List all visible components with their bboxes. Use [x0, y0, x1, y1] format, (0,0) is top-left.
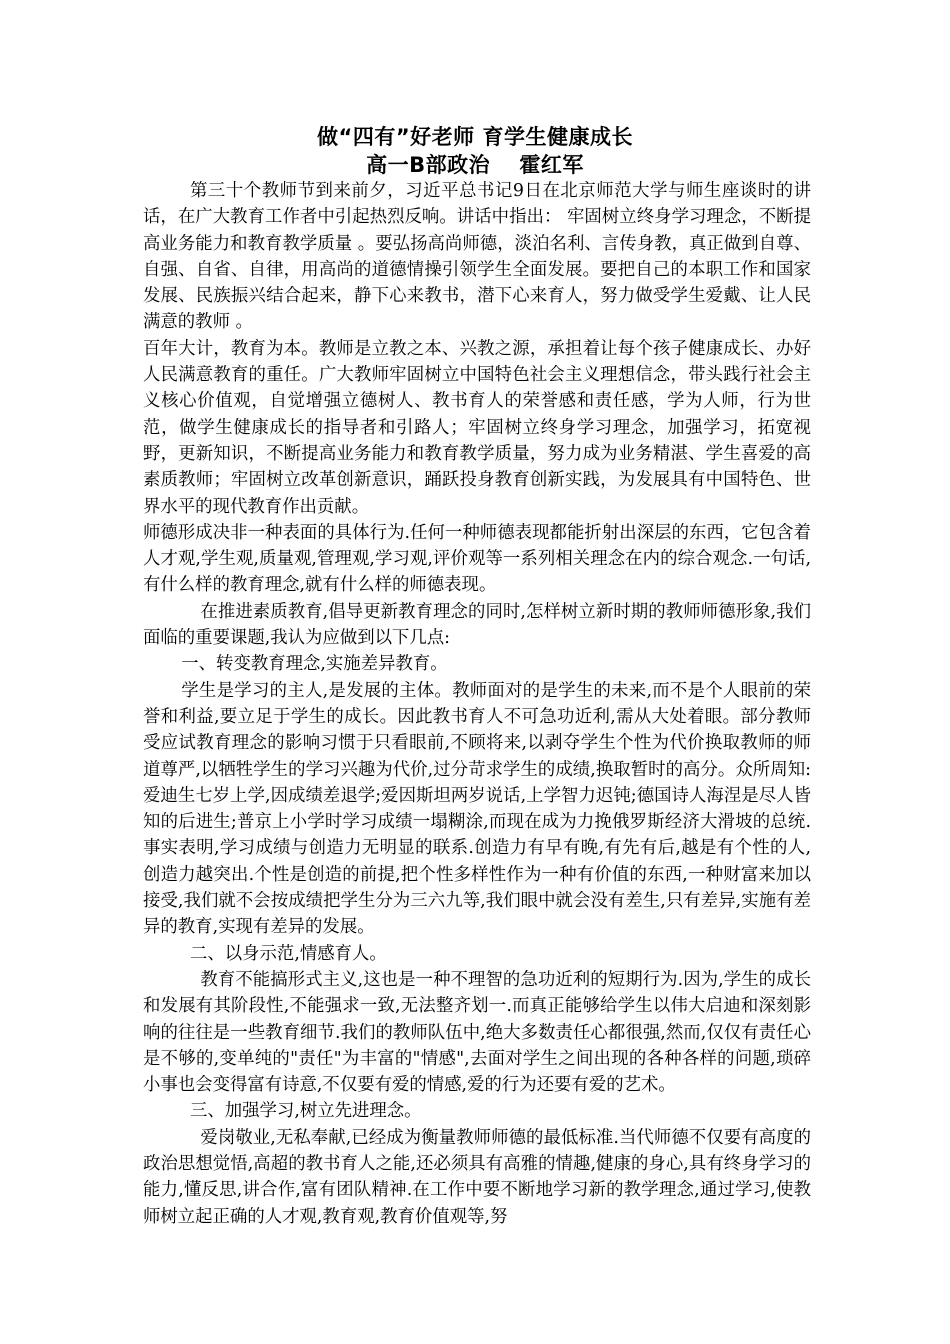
paragraph-section-1: 学生是学习的主人,是发展的主体。教师面对的是学生的未来,而不是个人眼前的荣誉和利益,要立足于学生的成长。因此教书育人不可急功近利,需从大处着眼。部分教师受应试教育理念的影响习惯于只看眼前,不顾将来,以剥夺学生个性为代价换取教师的师道尊严,以牺牲学生的学习兴趣为代价,过分苛求学生的成绩,换取暂时的高分。众所周知:爱迪生七岁上学,因成绩差退学;爱因斯坦两岁说话,上学智力迟钝;德国诗人海涅是尽人皆知的后进生;普京上小学时学习成绩一塌糊涂,而现在成为力挽俄罗斯经济大滑坡的总统.事实表明,学习成绩与创造力无明显的联系.创造力有早有晚,有先有后,越是有个性的人,创造力越突出.个性是创造的前提,把个性多样性作为一种有价值的东西,一种财富来加以接受,我们就不会按成绩把学生分为三六九等,我们眼中就会没有差生,只有差异,实施有差异的教育,实现有差异的发展。 — [143, 680, 811, 938]
section-heading-1: 一、转变教育理念,实施差异教育。 — [181, 654, 448, 675]
section-heading-2: 二、以身示范,情感育人。 — [189, 943, 387, 964]
paragraph-section-3: 爱岗敬业,无私奉献,已经成为衡量教师师德的最低标准.当代师德不仅要有高度的政治思想觉悟,高超的教书育人之能,还必须具有高雅的情趣,健康的身心,具有终身学习的能力,懂反思,讲合作,富有团队精神.在工作中要不断地学习新的教学理念,通过学习,使教师树立起正确的人才观,教育观,教育价值观等,努 — [143, 1127, 811, 1227]
paragraph-education-foundation: 百年大计，教育为本。教师是立教之本、兴教之源，承担着让每个孩子健康成长、办好人民满意教育的重任。广大教师牢固树立中国特色社会主义理想信念，带头践行社会主义核心价值观，自觉增强立德树人、教书育人的荣誉感和责任感，学为人师，行为世范，做学生健康成长的指导者和引路人；牢固树立终身学习理念，加强学习，拓宽视野，更新知识，不断提高业务能力和教育教学质量，努力成为业务精湛、学生喜爱的高素质教师；牢固树立改革创新意识，踊跃投身教育创新实践，为发展具有中国特色、世界水平的现代教育作出贡献。 — [143, 338, 811, 517]
document-title: 做“四有”好老师 育学生健康成长 — [317, 125, 633, 149]
paragraph-points-intro: 在推进素质教育,倡导更新教育理念的同时,怎样树立新时期的教师师德形象,我们面临的重要课题,我认为应做到以下几点: — [143, 601, 811, 649]
document-body — [143, 178, 811, 1230]
paragraph-intro: 第三十个教师节到来前夕，习近平总书记9日在北京师范大学与师生座谈时的讲话，在广大教育工作者中引起热烈反响。讲话中指出： 牢固树立终身学习理念，不断提高业务能力和教育教学质量 。要弘扬高尚师德，淡泊名利、言传身教，真正做到自尊、自强、自省、自律，用高尚的道德情操引领学生全面发展。要把自己的本职工作和国家发展、民族振兴结合起来，静下心来教书，潜下心来育人，努力做受学生爱戴、让人民满意的教师 。 — [143, 181, 811, 333]
paragraph-ethics-formation: 师德形成决非一种表面的具体行为.任何一种师德表现都能折射出深层的东西，它包含着人才观,学生观,质量观,管理观,学习观,评价观等一系列相关理念在内的综合观念.一句话,有什么样的教育理念,就有什么样的师德表现。 — [143, 522, 811, 596]
section-heading-3: 三、加强学习,树立先进理念。 — [189, 1101, 422, 1122]
paragraph-section-2: 教育不能搞形式主义,这也是一种不理智的急功近利的短期行为.因为,学生的成长和发展有其阶段性,不能强求一致,无法整齐划一.而真正能够给学生以伟大启迪和深刻影响的往往是一些教育细节.我们的教师队伍中,绝大多数责任心都很强,然而,仅仅有责任心是不够的,变单纯的"责任"为丰富的"情感",去面对学生之间出现的各种各样的问题,琐碎小事也会变得富有诗意,不仅要有爱的情感,爱的行为还要有爱的艺术。 — [143, 969, 811, 1096]
author-line: 高一B部政治 霍红军 — [366, 153, 584, 177]
